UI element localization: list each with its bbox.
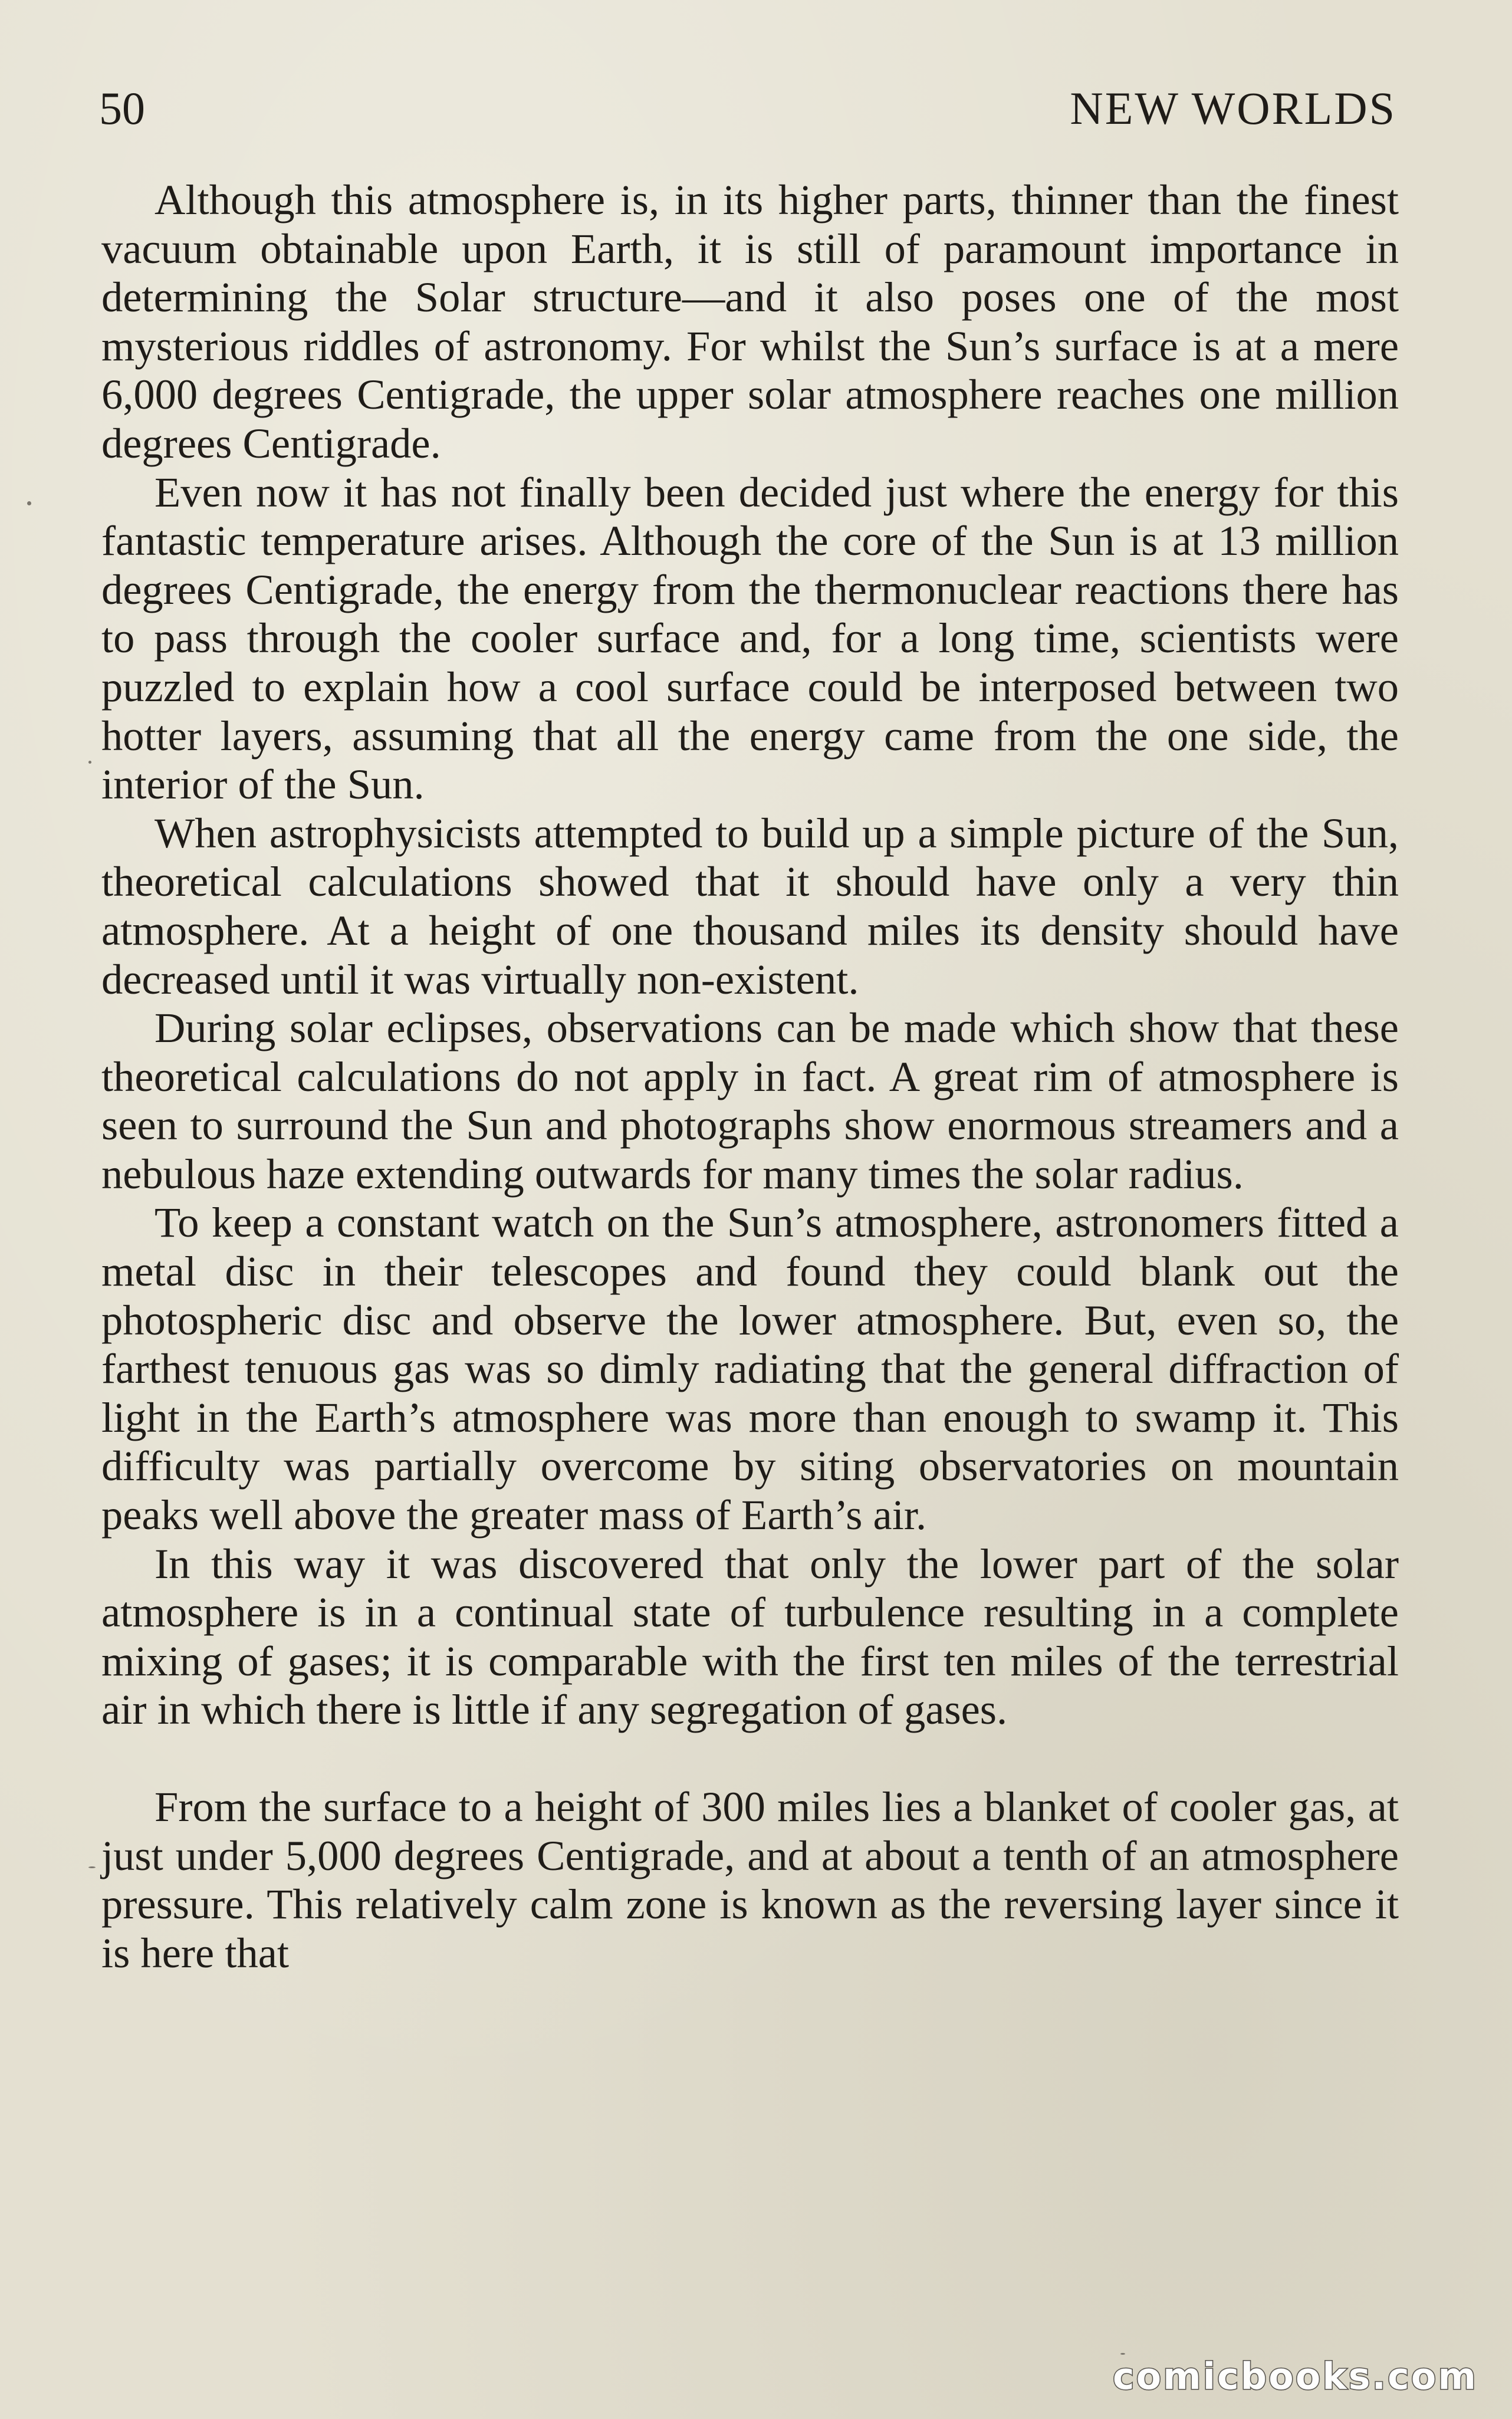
paper-speck xyxy=(27,501,31,505)
running-title: NEW WORLDS xyxy=(1070,83,1396,134)
paragraph: From the surface to a height of 300 miles lies a blanket of cooler gas, at just under 5,000 degrees Centigrade, and at about a tenth of an atmosphere pressure. This relatively calm zone is known as the reversing layer since it is here that xyxy=(101,1783,1399,1977)
paper-speck xyxy=(88,1866,96,1868)
paragraph: During solar eclipses, observations can be made which show that these theoretical calculations do not apply in fact. A great rim of atmosphere is seen to surround the Sun and photographs show enormous streamers and a nebulous haze extending outwards for many times the solar radius. xyxy=(101,1004,1399,1198)
paragraph: Even now it has not finally been decided just where the energy for this fantastic temperature arises. Although the core of the Sun is at 13 million degrees Centigrade, the energy from the thermonuclear reactions there has to pass through the cooler surface and, for a long time, scientists were puzzled to explain how a cool surface could be interposed between two hotter layers, assuming that all the energy came from the one side, the interior of the Sun. xyxy=(101,468,1399,808)
page-number: 50 xyxy=(99,83,145,134)
paper-speck xyxy=(88,761,91,764)
article-body xyxy=(101,176,1399,1977)
watermark-logo: comicbooks.com xyxy=(1112,2355,1478,2398)
paragraph: In this way it was discovered that only the lower part of the solar atmosphere is in a continual state of turbulence resulting in a complete mixing of gases; it is comparable with the first ten miles of the terrestrial air in which there is little if any segregation of gases. xyxy=(101,1539,1399,1734)
paragraph: When astrophysicists attempted to build up a simple picture of the Sun, theoretical calculations showed that it should have only a very thin atmosphere. At a height of one thousand miles its density should have decreased until it was virtually non-existent. xyxy=(101,808,1399,1003)
paragraph: To keep a constant watch on the Sun’s atmosphere, astronomers fitted a metal disc in their telescopes and found they could blank out the photospheric disc and observe the lower atmosphere. But, even so, the farthest tenuous gas was so dimly radiating that the general diffraction of light in the Earth’s atmosphere was more than enough to swamp it. This difficulty was partially overcome by siting observatories on mountain peaks well above the greater mass of Earth’s air. xyxy=(101,1198,1399,1539)
page-header xyxy=(99,79,1396,138)
paragraph: Although this atmosphere is, in its higher parts, thinner than the finest vacuum obtainable upon Earth, it is still of paramount importance in determining the Solar structure—and it also poses one of the most mysterious riddles of astronomy. For whilst the Sun’s surface is at a mere 6,000 degrees Centigrade, the upper solar atmosphere reaches one million degrees Centigrade. xyxy=(101,176,1399,467)
